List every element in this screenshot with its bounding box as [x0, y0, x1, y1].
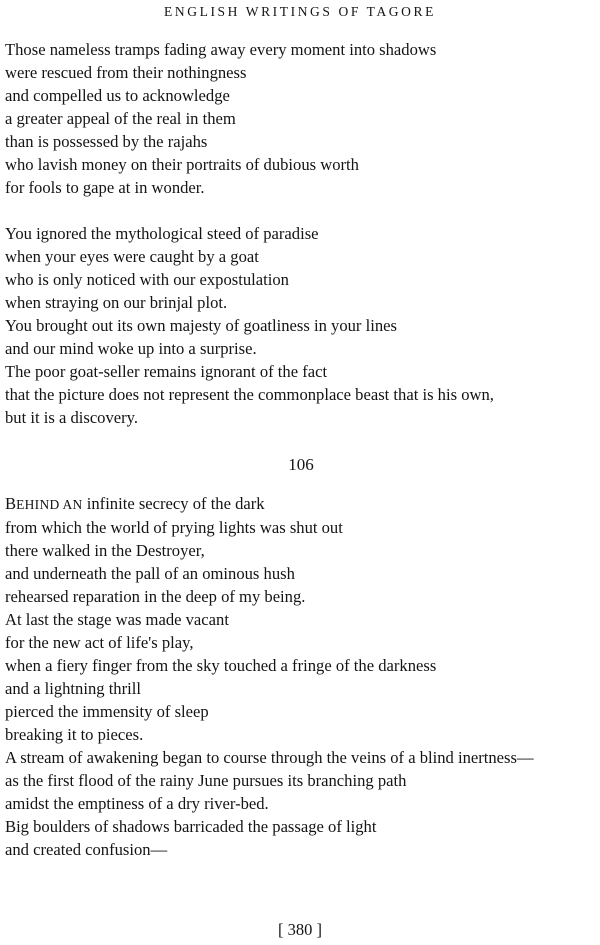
- poem-line: The poor goat-seller remains ignorant of the fact: [5, 362, 328, 381]
- poem-106: [5, 492, 597, 861]
- page-body: [5, 38, 597, 861]
- poem-line: and underneath the pall of an ominous hush: [5, 564, 295, 583]
- poem-line: there walked in the Destroyer,: [5, 541, 205, 560]
- poem-line: You brought out its own majesty of goatliness in your lines: [5, 316, 397, 335]
- drop-letter: B: [5, 494, 17, 513]
- opening-line-rest: infinite secrecy of the dark: [82, 494, 265, 513]
- stanza: [5, 222, 597, 429]
- poem-opening-line: [5, 492, 597, 516]
- previous-poem-ending: [5, 38, 597, 429]
- poem-line: and a lightning thrill: [5, 679, 141, 698]
- small-caps-words: EHIND AN: [16, 497, 83, 512]
- page-number: [ 380 ]: [278, 920, 322, 939]
- poem-number: 106: [288, 455, 314, 474]
- poem-line: amidst the emptiness of a dry river-bed.: [5, 794, 269, 813]
- poem-line: At last the stage was made vacant: [5, 610, 229, 629]
- running-header: ENGLISH WRITINGS OF TAGORE: [164, 4, 436, 19]
- poem-line: pierced the immensity of sleep: [5, 702, 209, 721]
- poem-line: that the picture does not represent the commonplace beast that is his own,: [5, 385, 494, 404]
- poem-line: who lavish money on their portraits of dubious worth: [5, 155, 359, 174]
- poem-line: and our mind woke up into a surprise.: [5, 339, 257, 358]
- poem-line: Big boulders of shadows barricaded the passage of light: [5, 817, 377, 836]
- poem-line: who is only noticed with our expostulation: [5, 270, 289, 289]
- stanza: [5, 38, 597, 199]
- poem-line: a greater appeal of the real in them: [5, 109, 236, 128]
- poem-line: and created confusion—: [5, 840, 168, 859]
- poem-line: Those nameless tramps fading away every moment into shadows: [5, 40, 437, 59]
- poem-line: when your eyes were caught by a goat: [5, 247, 259, 266]
- poem-line: when straying on our brinjal plot.: [5, 293, 228, 312]
- poem-line: A stream of awakening began to course through the veins of a blind inertness—: [5, 748, 534, 767]
- poem-line: as the first flood of the rainy June pursues its branching path: [5, 771, 407, 790]
- poem-line: for fools to gape at in wonder.: [5, 178, 205, 197]
- poem-line: were rescued from their nothingness: [5, 63, 247, 82]
- poem-line: rehearsed reparation in the deep of my being.: [5, 587, 306, 606]
- poem-line: from which the world of prying lights was shut out: [5, 518, 343, 537]
- poem-line: for the new act of life's play,: [5, 633, 194, 652]
- poem-line: when a fiery finger from the sky touched a fringe of the darkness: [5, 656, 437, 675]
- poem-line: but it is a discovery.: [5, 408, 139, 427]
- poem-line: than is possessed by the rajahs: [5, 132, 208, 151]
- poem-line: breaking it to pieces.: [5, 725, 144, 744]
- poem-line: You ignored the mythological steed of paradise: [5, 224, 319, 243]
- poem-line: and compelled us to acknowledge: [5, 86, 230, 105]
